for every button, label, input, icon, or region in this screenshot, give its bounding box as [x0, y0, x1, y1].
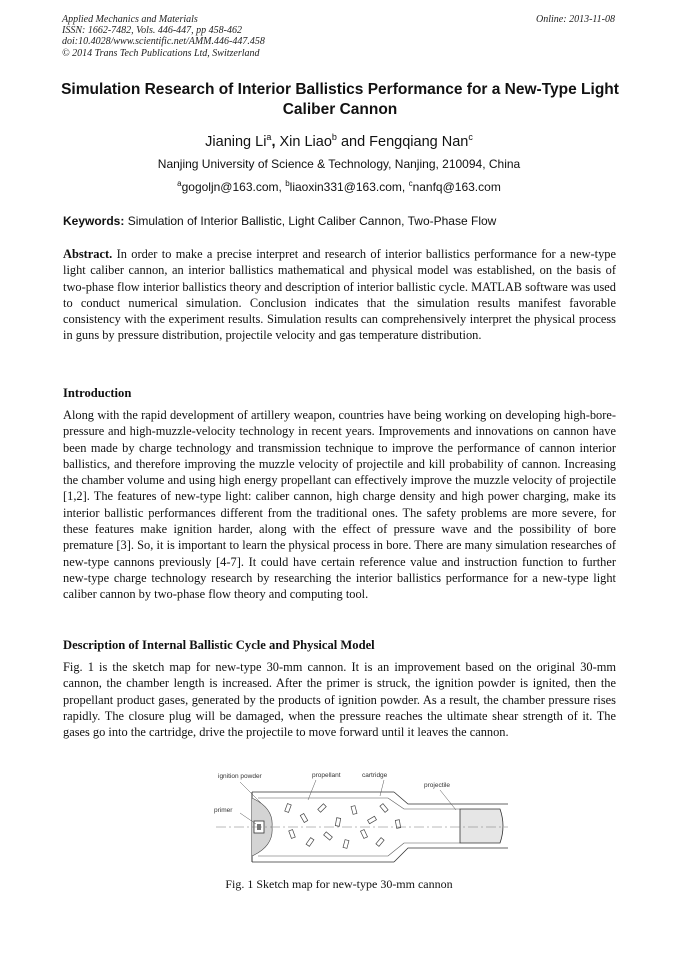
introduction-text: Along with the rapid development of artillery weapon, countries have being working on developing high-bore-pressure and high-muzzle-velocity technology in recent years. Improvements and innovations on cannon have been made by charge technology and transmission technique to improve the performance of cannon interior ballistics, and therefore improving the muzzle velocity of projectile and kill probability of cannon. Increasing the chamber volume and using high energy propellant can effectively improve the muzzle velocity of projectile [1,2]. The features of new-type light: caliber cannon, high charge density and high power charging, make its interior ballistic performances different from the traditional ones. The safety problems are more severe, for these features make ignition harder, along with the effect of pressure wave and the possibility of bore premature [3]. So, it is important to learn the physical process in bore. There are many simulation researches of new-type cannons previously [4-7]. It could have certain reference value and instruction function to further new-type charge technology research by researching the interior ballistics performance for a new-type light caliber cannon by two-phase flow theory and computing tool. [63, 408, 616, 602]
journal-name: Applied Mechanics and Materials [62, 14, 198, 25]
label-ignition-powder: ignition powder [218, 773, 262, 780]
email-sup: c [408, 179, 413, 188]
email-link[interactable]: nanfq@163.com [412, 180, 501, 194]
cannon-sketch-figure [212, 768, 508, 866]
author-sup: a [266, 132, 272, 142]
section-heading-introduction: Introduction [63, 386, 132, 400]
label-projectile: projectile [424, 782, 451, 789]
author-sup: b [331, 132, 337, 142]
author-name: Jianing Li [205, 133, 267, 150]
author-list: Jianing Li$^a$, Xin Liao$^b$ and Fengqiang Nan$^c$ [205, 132, 473, 150]
doi-line: doi:10.4028/www.scientific.net/AMM.446-447.458 [62, 36, 265, 48]
email-list: $^a$gogoljn@163.com, $^b$liaoxin331@163.com, $^c$nanfq@163.com [177, 179, 501, 194]
email-sup: b [285, 179, 290, 188]
copyright-line: © 2014 Trans Tech Publications Ltd, Switzerland [62, 47, 260, 59]
keywords-text: Simulation of Interior Ballistic, Light Caliber Cannon, Two-Phase Flow [127, 214, 497, 228]
paper-title: Simulation Research of Interior Ballistics Performance for a New-Type Light Caliber Cannon [61, 81, 619, 118]
journal-header [62, 14, 615, 59]
email-sup: a [177, 179, 182, 188]
author-name: Fengqiang Nan [369, 133, 469, 150]
figure-caption: Fig. 1 Sketch map for new-type 30-mm cannon [225, 877, 453, 891]
label-cartridge: cartridge [362, 772, 388, 779]
affiliation: Nanjing University of Science & Technology, Nanjing, 210094, China [157, 157, 521, 171]
abstract-label: Abstract. [63, 247, 113, 261]
online-date: Online: 2013-11-08 [536, 14, 615, 25]
keywords [63, 214, 623, 228]
section-heading-ballistic-cycle: Description of Internal Ballistic Cycle and Physical Model [63, 638, 375, 652]
email-link[interactable]: liaoxin331@163.com [289, 180, 402, 194]
label-propellant: propellant [312, 772, 341, 779]
email-link[interactable]: gogoljn@163.com [181, 180, 279, 194]
author-sup: c [468, 132, 473, 142]
ballistic-cycle-text: Fig. 1 is the sketch map for new-type 30-mm cannon. It is an improvement based on the original 30-mm cannon, the chamber length is increased. After the primer is struck, the ignition powder is ignited, then the propellant product gases, generated by the products of ignition powder. As a result, the chamber pressure rises rapidly. The closure plug will be damaged, when the pressure reaches the ultimate shear strength of it. The gases go into the cartridge, drive the projectile to move forward until it leaves the cannon. [63, 660, 616, 740]
abstract [63, 246, 616, 344]
issn-line: ISSN: 1662-7482, Vols. 446-447, pp 458-462 [62, 25, 242, 37]
label-primer: primer [214, 807, 233, 814]
author-name: Xin Liao [279, 133, 332, 150]
abstract-text: In order to make a precise interpret and research of interior ballistics performance for a new-type light caliber cannon, an interior ballistics mathematical and physical model was established, on the basis of two-phase flow interior ballistics theory and description of interior ballistic cycle. MATLAB software was used to conduct numerical simulation. Conclusion indicates that the simulation results manifest favorable consistency with the experiment results. Simulation results can comprehensively interpret the physical process in guns by pressure distribution, projectile velocity and gas temperature distribution. [63, 247, 616, 343]
keywords-label: Keywords: [63, 214, 125, 228]
